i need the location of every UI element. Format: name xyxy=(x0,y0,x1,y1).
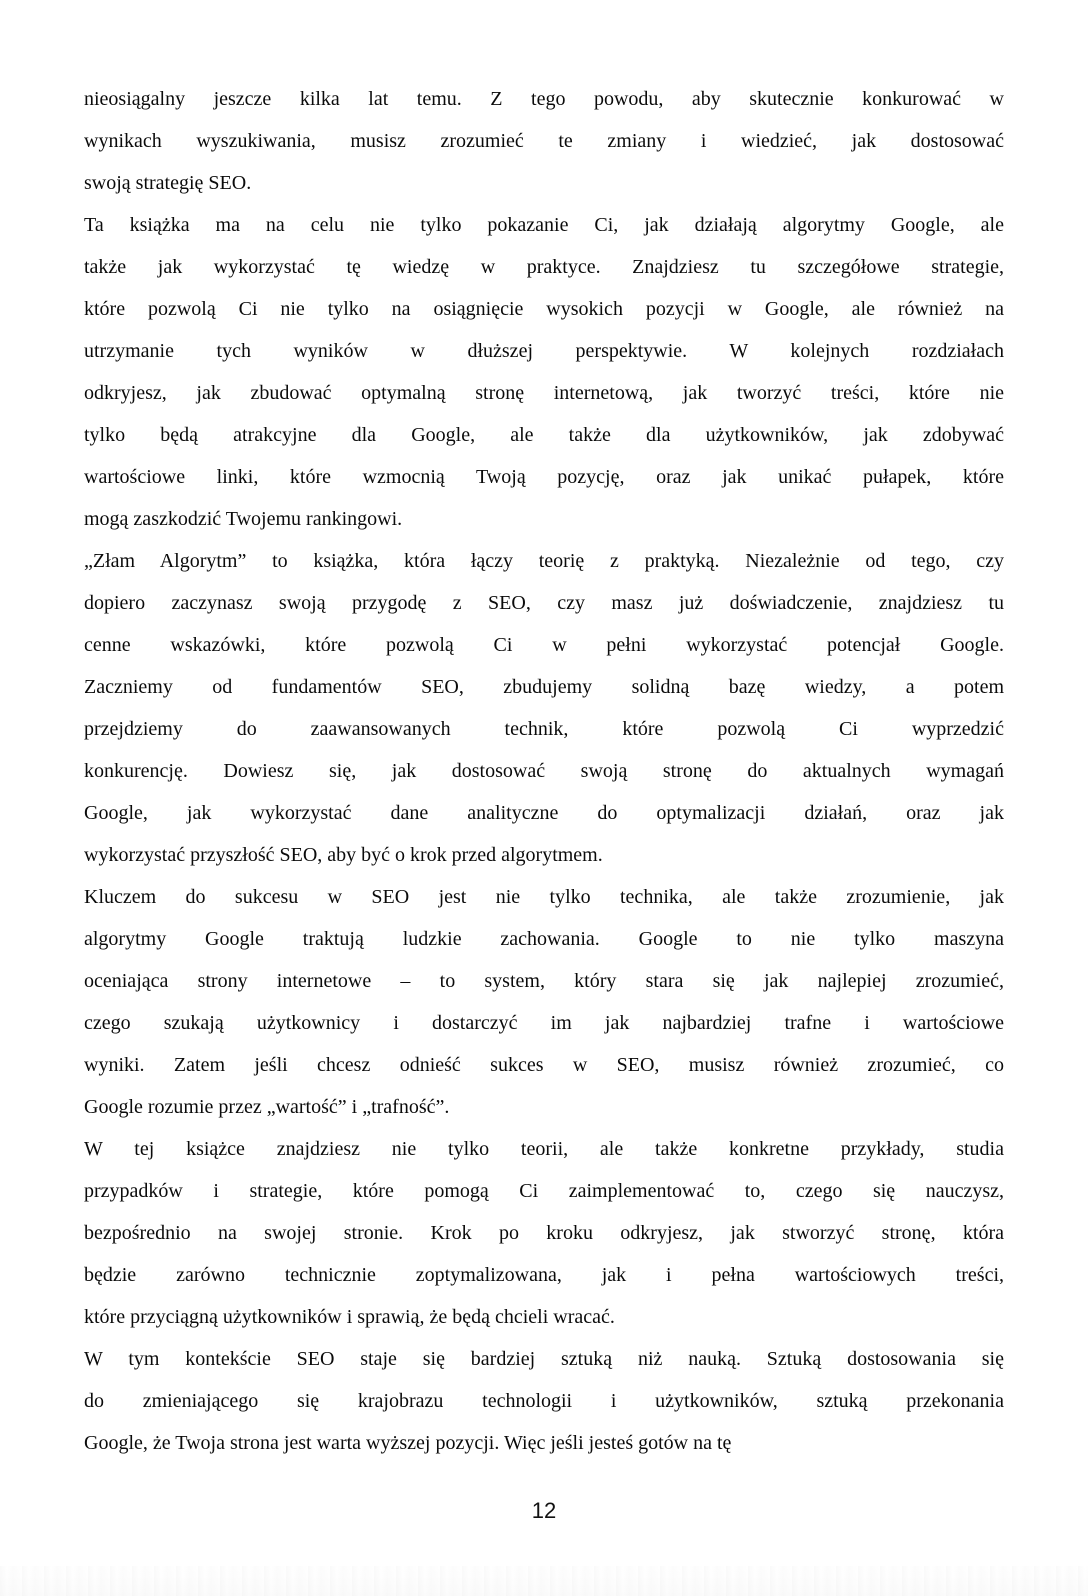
text-line: przejdziemy do zaawansowanych technik, które pozwolą Ci wyprzedzić xyxy=(84,718,1004,740)
text-line: tylko będą atrakcyjne dla Google, ale także dla użytkowników, jak zdobywać xyxy=(84,424,1004,446)
text-line: bezpośrednio na swojej stronie. Krok po kroku odkryjesz, jak stworzyć stronę, która xyxy=(84,1222,1004,1244)
text-line: algorytmy Google traktują ludzkie zachowania. Google to nie tylko maszyna xyxy=(84,928,1004,950)
text-line: mogą zaszkodzić Twojemu rankingowi. xyxy=(84,508,403,530)
text-line: utrzymanie tych wyników w dłuższej perspektywie. W kolejnych rozdziałach xyxy=(84,340,1004,362)
text-line: wartościowe linki, które wzmocnią Twoją pozycję, oraz jak unikać pułapek, które xyxy=(84,466,1004,488)
paragraph xyxy=(84,78,1004,204)
text-line: wykorzystać przyszłość SEO, aby być o krok przed algorytmem. xyxy=(84,844,603,866)
text-line: do zmieniającego się krajobrazu technologii i użytkowników, sztuką przekonania xyxy=(84,1390,1004,1412)
text-line: Google, że Twoja strona jest warta wyższej pozycji. Więc jeśli jesteś gotów na tę xyxy=(84,1432,732,1454)
text-line: Zaczniemy od fundamentów SEO, zbudujemy solidną bazę wiedzy, a potem xyxy=(84,676,1004,698)
text-line: czego szukają użytkownicy i dostarczyć im jak najbardziej trafne i wartościowe xyxy=(84,1012,1004,1034)
text-line: W tej książce znajdziesz nie tylko teorii, ale także konkretne przykłady, studia xyxy=(84,1138,1004,1160)
text-line: cenne wskazówki, które pozwolą Ci w pełni wykorzystać potencjał Google. xyxy=(84,634,1004,656)
paragraph xyxy=(84,1338,1004,1464)
text-line: dopiero zaczynasz swoją przygodę z SEO, czy masz już doświadczenie, znajdziesz tu xyxy=(84,592,1004,614)
text-line: także jak wykorzystać tę wiedzę w praktyce. Znajdziesz tu szczegółowe strategie, xyxy=(84,256,1004,278)
text-line: „Złam Algorytm” to książka, która łączy teorię z praktyką. Niezależnie od tego, czy xyxy=(84,550,1004,572)
text-line: W tym kontekście SEO staje się bardziej sztuką niż nauką. Sztuką dostosowania się xyxy=(84,1348,1004,1370)
paragraph xyxy=(84,876,1004,1128)
text-line: wyniki. Zatem jeśli chcesz odnieść sukces w SEO, musisz również zrozumieć, co xyxy=(84,1054,1004,1076)
text-line: Kluczem do sukcesu w SEO jest nie tylko technika, ale także zrozumienie, jak xyxy=(84,886,1004,908)
page-number: 12 xyxy=(531,1498,557,1523)
text-line: konkurencję. Dowiesz się, jak dostosować swoją stronę do aktualnych wymagań xyxy=(84,760,1004,782)
text-line: swoją strategię SEO. xyxy=(84,172,252,194)
body-text xyxy=(84,78,1004,1464)
text-line: oceniająca strony internetowe – to system, który stara się jak najlepiej zrozumieć, xyxy=(84,970,1004,992)
text-line: Ta książka ma na celu nie tylko pokazanie Ci, jak działają algorytmy Google, ale xyxy=(84,214,1004,236)
text-line: wynikach wyszukiwania, musisz zrozumieć te zmiany i wiedzieć, jak dostosować xyxy=(84,130,1004,152)
text-line: Google rozumie przez „wartość” i „trafność”. xyxy=(84,1096,450,1118)
text-line: będzie zarówno technicznie zoptymalizowana, jak i pełna wartościowych treści, xyxy=(84,1264,1004,1286)
text-line: które pozwolą Ci nie tylko na osiągnięcie wysokich pozycji w Google, ale również na xyxy=(84,298,1004,320)
text-line: które przyciągną użytkowników i sprawią, że będą chcieli wracać. xyxy=(84,1306,615,1328)
paragraph xyxy=(84,540,1004,876)
page-bottom-texture xyxy=(0,1566,1088,1596)
text-line: nieosiągalny jeszcze kilka lat temu. Z tego powodu, aby skutecznie konkurować w xyxy=(84,88,1004,110)
text-line: odkryjesz, jak zbudować optymalną stronę internetową, jak tworzyć treści, które nie xyxy=(84,382,1004,404)
paragraph xyxy=(84,1128,1004,1338)
text-line: Google, jak wykorzystać dane analityczne do optymalizacji działań, oraz jak xyxy=(84,802,1004,824)
text-line: przypadków i strategie, które pomogą Ci zaimplementować to, czego się nauczysz, xyxy=(84,1180,1004,1202)
paragraph xyxy=(84,204,1004,540)
